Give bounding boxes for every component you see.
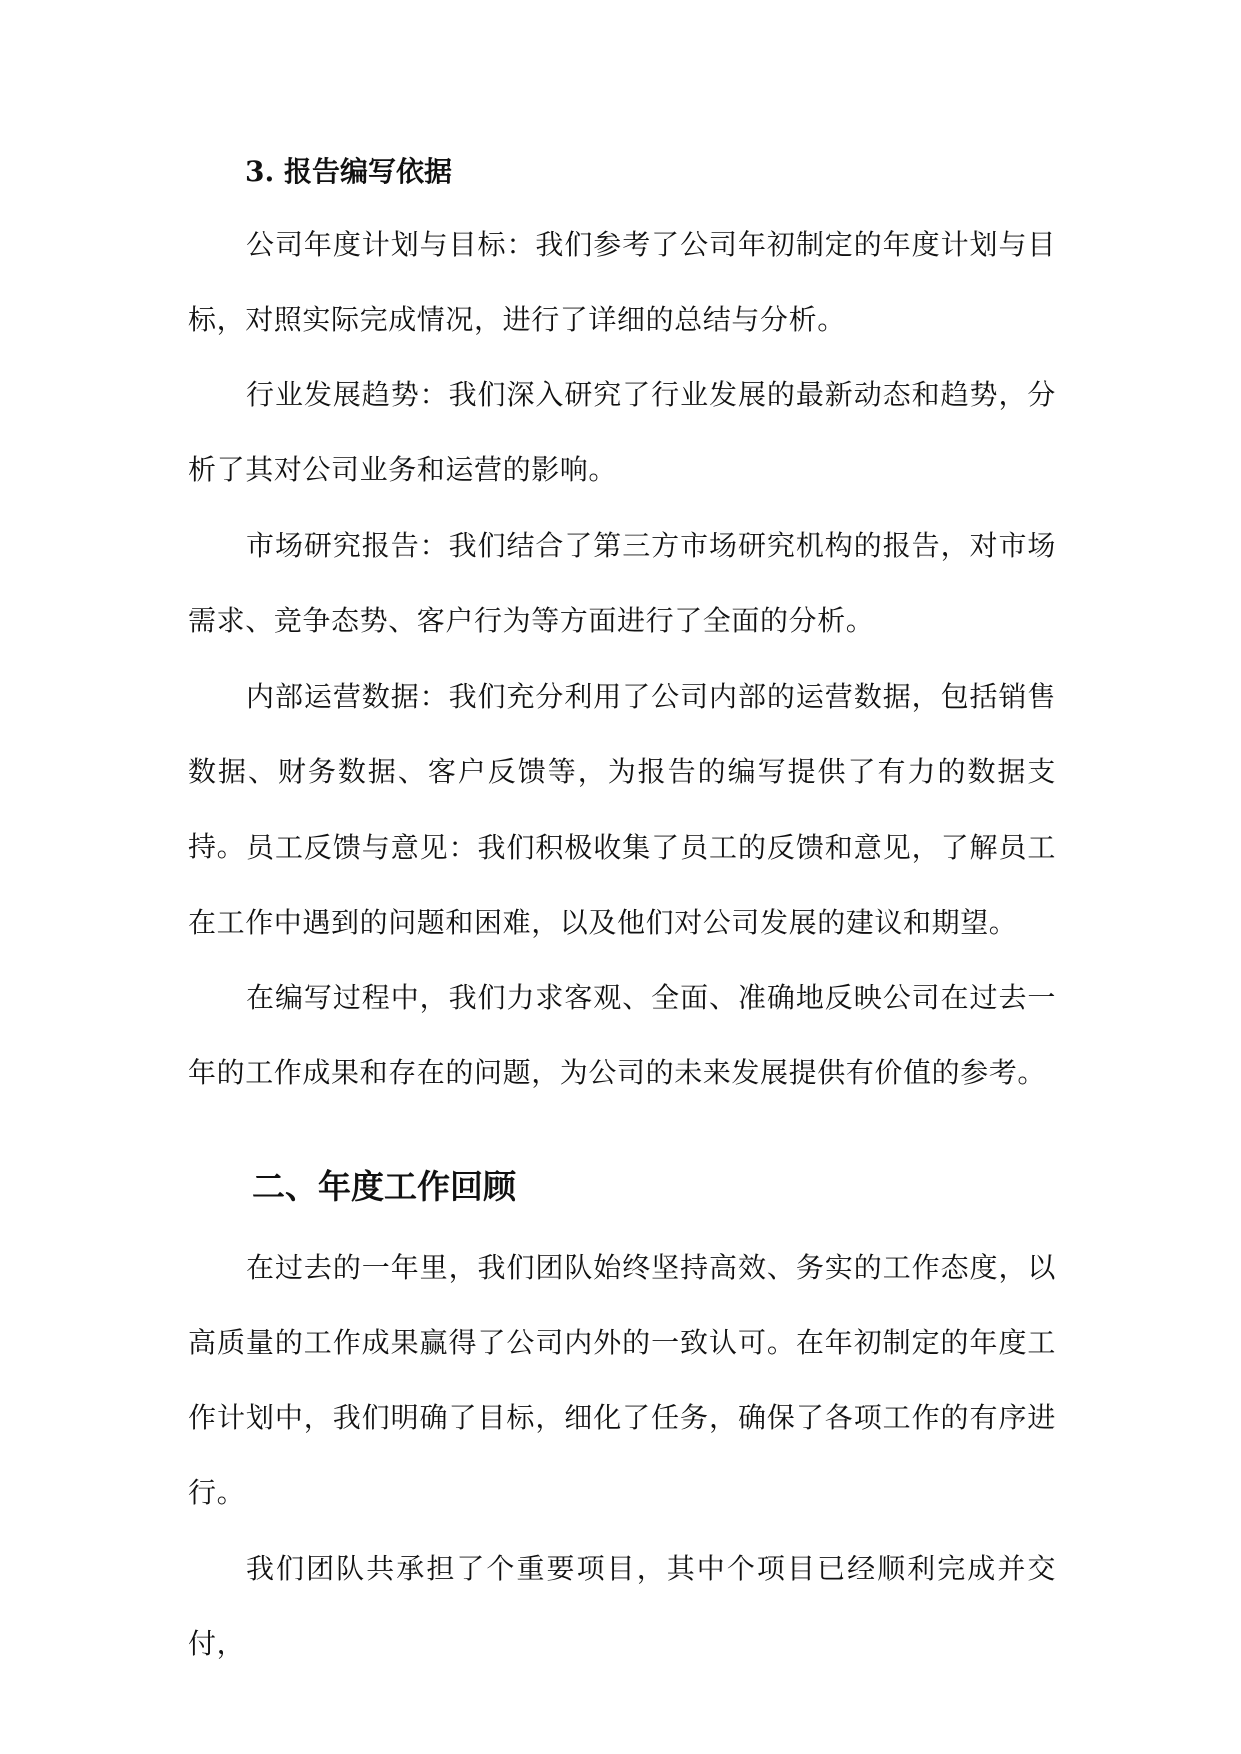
subsection-heading: 3. 报告编写依据 bbox=[245, 155, 452, 188]
paragraph-projects: 我们团队共承担了个重要项目，其中个项目已经顺利完成并交付， bbox=[188, 1552, 1056, 1660]
paragraph-industry-trends: 行业发展趋势：我们深入研究了行业发展的最新动态和趋势，分析了其对公司业务和运营的影响。 bbox=[188, 378, 1056, 486]
paragraph-employee-feedback: 员工反馈与意见：我们积极收集了员工的反馈和意见，了解员工在工作中遇到的问题和困难，以及他们对公司发展的建议和期望。 bbox=[188, 831, 1056, 939]
section-heading: 二、年度工作回顾 bbox=[252, 1167, 516, 1206]
paragraph-annual-plan: 公司年度计划与目标：我们参考了公司年初制定的年度计划与目标，对照实际完成情况，进行了详细的总结与分析。 bbox=[188, 228, 1056, 336]
paragraph-internal-data: 内部运营数据：我们充分利用了公司内部的运营数据，包括销售数据、财务数据、客户反馈等，为报告的编写提供了有力的数据支持。 bbox=[188, 680, 1056, 863]
paragraph-writing-process: 在编写过程中，我们力求客观、全面、准确地反映公司在过去一年的工作成果和存在的问题，为公司的未来发展提供有价值的参考。 bbox=[188, 981, 1056, 1089]
paragraph-year-review: 在过去的一年里，我们团队始终坚持高效、务实的工作态度，以高质量的工作成果赢得了公司内外的一致认可。在年初制定的年度工作计划中，我们明确了目标，细化了任务，确保了各项工作的有序进行。 bbox=[188, 1251, 1056, 1509]
paragraph-market-research: 市场研究报告：我们结合了第三方市场研究机构的报告，对市场需求、竞争态势、客户行为等方面进行了全面的分析。 bbox=[188, 529, 1056, 637]
